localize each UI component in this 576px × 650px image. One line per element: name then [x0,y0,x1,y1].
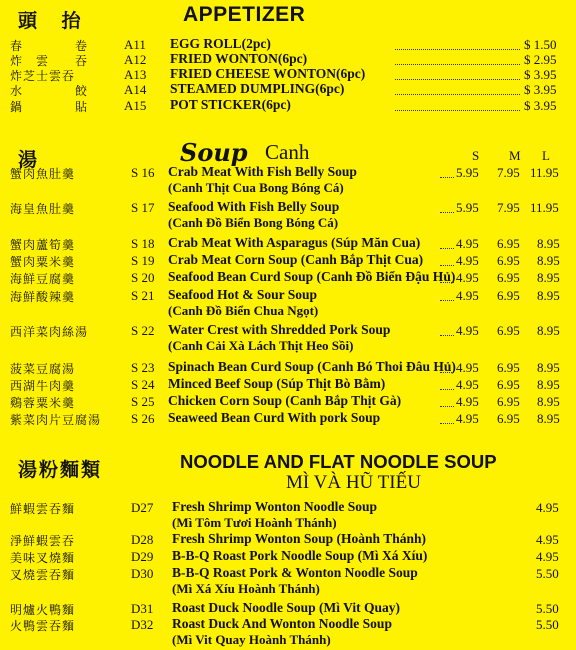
soup-price-m: 6.95 [497,377,520,392]
soup-cn-name: 菠菜豆腐湯 [10,362,76,376]
soup-code: S 18 [131,236,155,251]
soup-name: Seaweed Bean Curd With pork Soup [168,410,381,425]
soup-cn-name: 西洋菜肉絲湯 [10,325,89,339]
leader-dots [440,372,454,373]
leader-dots [440,248,454,249]
appetizer-name: EGG ROLL(2pc) [170,36,271,51]
leader-dots [440,423,454,424]
soup-price-s: 4.95 [456,323,479,338]
soup-price-m: 6.95 [497,253,520,268]
noodle-title: NOODLE AND FLAT NOODLE SOUP [180,451,497,472]
soup-price-m: 6.95 [497,394,520,409]
leader-dots [440,177,454,178]
soup-price-l: 8.95 [537,270,560,285]
soup-price-m: 7.95 [497,200,520,215]
soup-price-s: 4.95 [456,394,479,409]
soup-code: S 17 [131,200,155,215]
soup-price-s: 4.95 [456,360,479,375]
leader-dots [395,79,520,80]
soup-code: S 25 [131,394,155,409]
soup-name: Chicken Corn Soup (Canh Bắp Thịt Gà) [168,393,402,408]
noodle-title-vn: MÌ VÀ HŨ TIẾU [286,472,421,493]
noodle-price: 4.95 [536,500,559,515]
soup-name: Water Crest with Shredded Pork Soup [168,322,391,337]
leader-dots [395,110,520,111]
noodle-code: D29 [131,549,154,564]
soup-name: Seafood With Fish Belly Soup [168,199,340,214]
soup-price-l: 8.95 [537,394,560,409]
soup-code: S 19 [131,253,155,268]
soup-price-l: 11.95 [530,200,559,215]
noodle-price: 4.95 [536,532,559,547]
noodle-sub-name: (Mì Vit Quay Hoành Thánh) [172,632,331,647]
appetizer-code: A14 [124,82,147,97]
appetizer-code: A15 [124,98,147,113]
appetizer-cn-name: 水 餃 [10,84,89,98]
leader-dots [440,335,454,336]
soup-price-l: 8.95 [537,236,560,251]
soup-title: Soup [180,138,248,167]
noodle-code: D27 [131,500,154,515]
soup-cn-name: 蟹肉蘆筍羹 [10,238,76,252]
soup-price-l: 8.95 [537,288,560,303]
soup-cn-name: 西湖牛肉羹 [10,379,76,393]
appetizer-name: POT STICKER(6pc) [170,97,291,112]
soup-code: S 23 [131,360,155,375]
soup-price-m: 6.95 [497,360,520,375]
soup-name: Minced Beef Soup (Súp Thịt Bò Bằm) [168,376,386,391]
soup-code: S 22 [131,323,155,338]
noodle-price: 5.50 [536,566,559,581]
soup-cn-name: 海皇魚肚羹 [10,202,76,216]
noodle-name: Fresh Shrimp Wonton Noodle Soup [172,499,378,514]
leader-dots [395,49,520,50]
leader-dots [395,64,520,65]
appetizer-price: $ 3.95 [524,67,557,82]
soup-price-m: 6.95 [497,323,520,338]
soup-cn-name: 海鮮酸辣羹 [10,290,76,304]
noodle-cn-name: 鮮蝦雲吞麵 [10,502,76,516]
noodle-name: Roast Duck And Wonton Noodle Soup [172,616,392,631]
soup-name: Spinach Bean Curd Soup (Canh Bó Thoi Đâu Hủ) [168,359,456,374]
appetizer-price: $ 3.95 [524,82,557,97]
soup-price-l: 8.95 [537,323,560,338]
noodle-name: B-B-Q Roast Pork & Wonton Noodle Soup [172,565,418,580]
noodle-code: D32 [131,617,154,632]
soup-price-l: 11.95 [530,165,559,180]
soup-name: Seafood Hot & Sour Soup [168,287,318,302]
soup-name: Crab Meat With Fish Belly Soup [168,164,357,179]
leader-dots [440,300,454,301]
soup-price-s: 4.95 [456,411,479,426]
leader-dots [440,265,454,266]
appetizer-cn-name: 鍋 貼 [10,100,89,114]
noodle-cn-title: 湯粉麵類 [18,459,103,481]
soup-price-m: 6.95 [497,411,520,426]
soup-price-s: 4.95 [456,288,479,303]
appetizer-cn-name: 炸 雲 吞 [10,54,89,68]
noodle-code: D30 [131,566,154,581]
appetizer-title: APPETIZER [183,3,306,26]
appetizer-name: STEAMED DUMPLING(6pc) [170,81,345,96]
appetizer-code: A11 [124,37,146,52]
soup-cn-name: 蟹肉魚肚羹 [10,167,76,181]
appetizer-cn-title: 頭 抬 [18,10,90,32]
soup-title-vn: Canh [265,140,310,164]
noodle-cn-name: 淨鮮蝦雲吞 [10,534,76,548]
soup-price-s: 4.95 [456,270,479,285]
soup-price-m: 6.95 [497,270,520,285]
soup-price-l: 8.95 [537,377,560,392]
soup-cn-title: 湯 [18,149,47,171]
appetizer-code: A12 [124,52,147,67]
soup-sub-name: (Canh Cải Xà Lách Thịt Heo Sồi) [168,338,354,353]
noodle-price: 4.95 [536,549,559,564]
appetizer-price: $ 2.95 [524,52,557,67]
soup-price-s: 4.95 [456,236,479,251]
appetizer-price: $ 3.95 [524,98,557,113]
soup-price-s: 4.95 [456,377,479,392]
soup-price-s: 5.95 [456,165,479,180]
appetizer-name: FRIED CHEESE WONTON(6pc) [170,66,366,81]
soup-code: S 16 [131,165,155,180]
leader-dots [440,406,454,407]
soup-code: S 24 [131,377,155,392]
noodle-cn-name: 美味叉燒麵 [10,551,76,565]
noodle-name: Fresh Shrimp Wonton Soup (Hoành Thánh) [172,531,426,546]
soup-sub-name: (Canh Đồ Biển Bong Bóng Cá) [168,215,339,230]
noodle-name: B-B-Q Roast Pork Noodle Soup (Mì Xá Xíu) [172,548,428,563]
leader-dots [440,389,454,390]
soup-code: S 26 [131,411,155,426]
noodle-cn-name: 明爐火鴨麵 [10,603,76,617]
soup-price-m: 6.95 [497,236,520,251]
appetizer-name: FRIED WONTON(6pc) [170,51,308,66]
noodle-code: D28 [131,532,154,547]
soup-code: S 20 [131,270,155,285]
appetizer-cn-name: 春 卷 [10,39,89,53]
appetizer-code: A13 [124,67,147,82]
soup-cn-name: 鷄蓉粟米羹 [10,396,76,410]
appetizer-price: $ 1.50 [524,37,557,52]
leader-dots [440,282,454,283]
soup-name: Seafood Bean Curd Soup (Canh Đồ Biển Đậu Hủ) [168,269,456,284]
soup-price-s: 5.95 [456,200,479,215]
soup-price-l: 8.95 [537,253,560,268]
noodle-sub-name: (Mì Tôm Tươi Hoành Thánh) [172,515,337,530]
appetizer-cn-name: 炸芝士雲吞 [10,69,76,83]
size-label: L [542,148,550,163]
soup-price-l: 8.95 [537,360,560,375]
leader-dots [440,212,454,213]
soup-price-m: 7.95 [497,165,520,180]
soup-sub-name: (Canh Thịt Cua Bong Bóng Cá) [168,180,344,195]
soup-cn-name: 蟹肉粟米羹 [10,255,76,269]
noodle-name: Roast Duck Noodle Soup (Mì Vit Quay) [172,600,401,615]
soup-name: Crab Meat Corn Soup (Canh Bắp Thịt Cua) [168,252,424,267]
noodle-price: 5.50 [536,617,559,632]
soup-price-s: 4.95 [456,253,479,268]
soup-price-l: 8.95 [537,411,560,426]
noodle-code: D31 [131,601,154,616]
size-label: M [509,148,521,163]
noodle-sub-name: (Mì Xá Xíu Hoành Thánh) [172,581,320,596]
soup-name: Crab Meat With Asparagus (Súp Măn Cua) [168,235,421,250]
soup-price-m: 6.95 [497,288,520,303]
noodle-cn-name: 火鴨雲吞麵 [10,619,76,633]
size-label: S [472,148,480,163]
soup-sub-name: (Canh Đồ Biển Chua Ngọt) [168,303,319,318]
noodle-price: 5.50 [536,601,559,616]
noodle-cn-name: 叉燒雲吞麵 [10,568,76,582]
leader-dots [395,94,520,95]
soup-cn-name: 海鮮豆腐羹 [10,272,76,286]
soup-cn-name: 紫菜肉片豆腐湯 [10,413,102,427]
soup-code: S 21 [131,288,155,303]
